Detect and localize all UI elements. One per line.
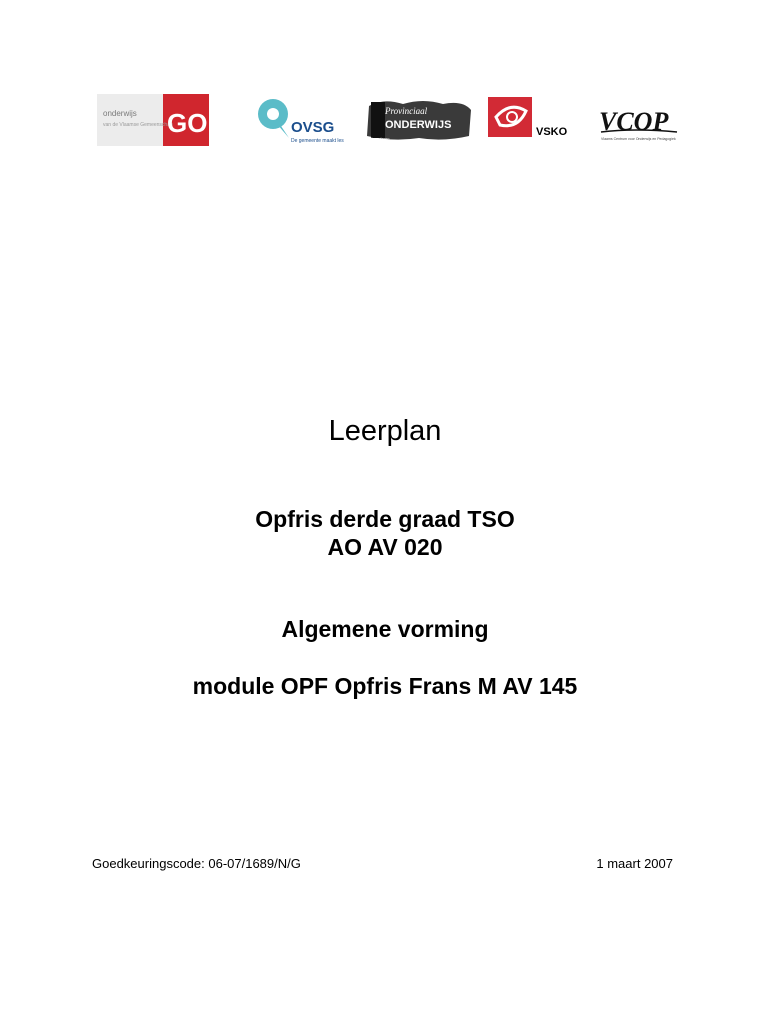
go-logo [97,94,217,146]
module-heading: module OPF Opfris Frans M AV 145 [192,673,578,699]
document-date: 1 maart 2007 [596,856,673,871]
svg-text:Vlaanderen: Vlaanderen [369,136,390,141]
ovsg-logo [255,96,355,146]
svg-text:VCOP: VCOP [599,107,669,136]
approval-code: Goedkeuringscode: 06-07/1689/N/G [92,856,301,871]
vcop-logo [597,102,681,142]
svg-text:Provinciaal: Provinciaal [385,106,428,116]
svg-text:De gemeente maakt les: De gemeente maakt les [291,138,344,144]
subtitle-line-2: AO AV 020 [327,534,443,560]
document-title: Leerplan [328,415,442,447]
svg-text:ONDERWIJS: ONDERWIJS [385,119,452,131]
provinciaal-onderwijs-logo [363,96,475,144]
svg-text:VSKO: VSKO [536,126,568,138]
logo-bar [95,90,685,150]
section-heading: Algemene vorming [281,616,489,642]
svg-text:OVSG: OVSG [291,119,335,136]
svg-text:van de Vlaamse Gemeenschap: van de Vlaamse Gemeenschap [103,122,173,128]
svg-text:GO!: GO! [167,108,217,138]
svg-text:Vlaams Centrum voor Onderwijs: Vlaams Centrum voor Onderwijs en Pedagogiek [601,137,676,141]
vsko-logo [488,97,572,141]
subtitle-line-1: Opfris derde graad TSO [255,506,515,532]
svg-text:onderwijs: onderwijs [103,109,137,118]
subtitle-block [0,505,770,561]
